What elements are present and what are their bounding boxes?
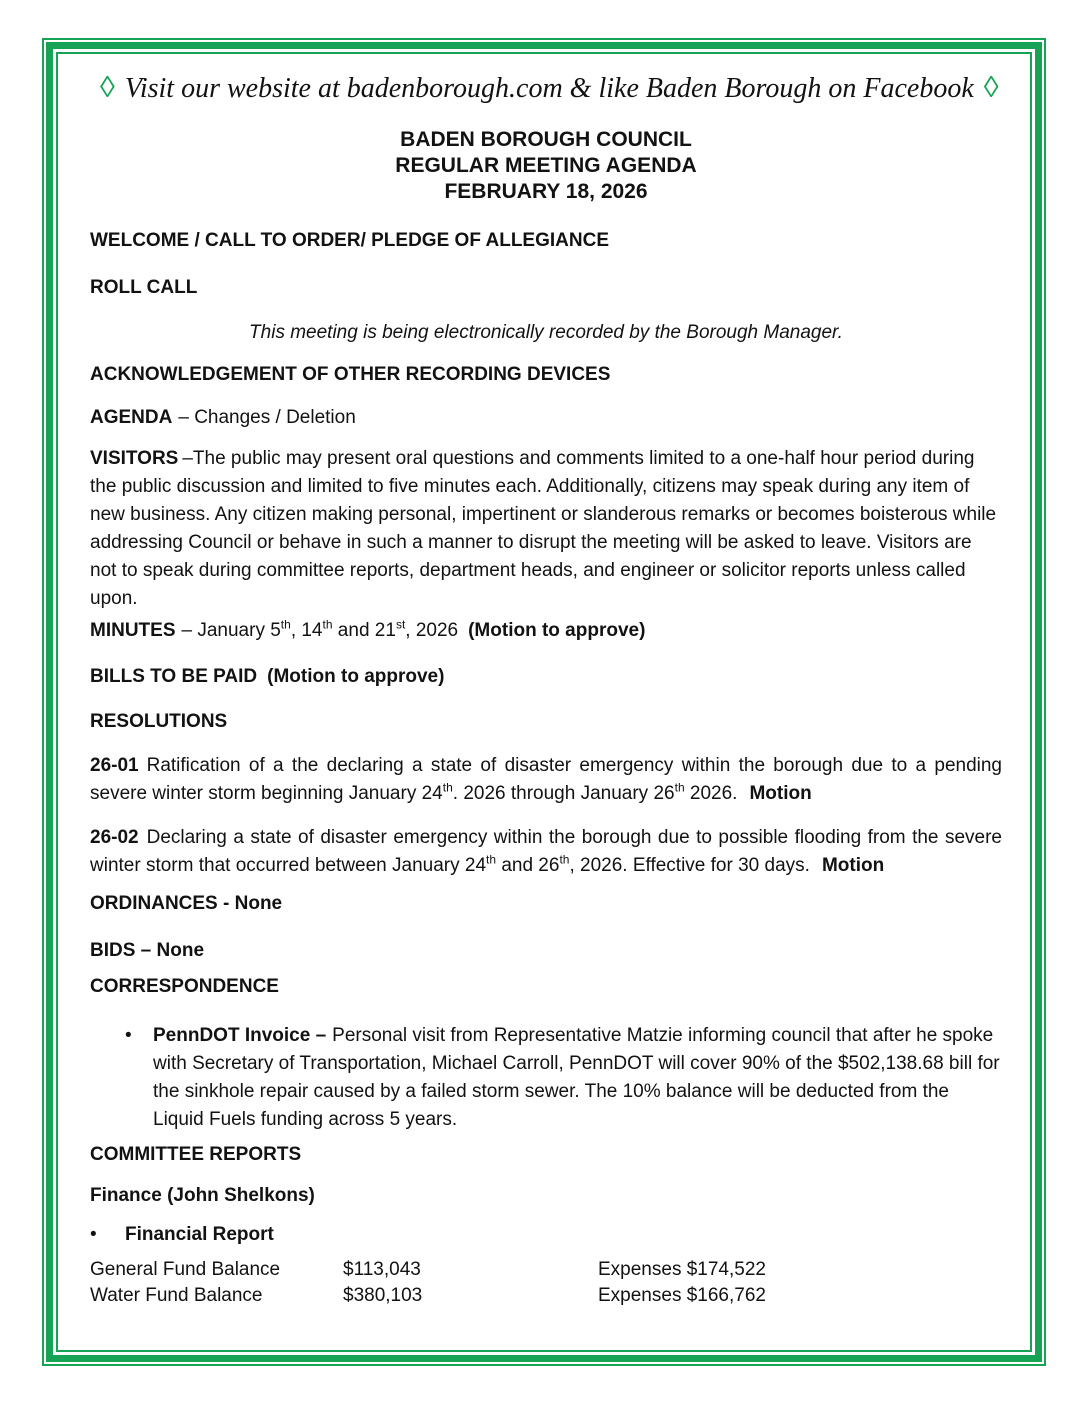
ordinal-superscript: th: [674, 780, 685, 795]
fund-balance: $113,043: [343, 1259, 421, 1280]
resolution-text: . 2026 through January 26: [452, 783, 675, 804]
diamond-icon: ◊: [983, 71, 999, 104]
meeting-type-title: REGULAR MEETING AGENDA: [395, 154, 697, 177]
council-title: BADEN BOROUGH COUNCIL: [400, 128, 692, 151]
website-banner: [90, 70, 1002, 107]
bullet-icon: •: [125, 1025, 132, 1046]
fund-balance: $380,103: [343, 1285, 423, 1306]
resolution-text: Declaring a state of disaster emergency within the borough due to possible flooding from the severe winter storm that occurred between January 24: [90, 827, 1002, 876]
ordinal-superscript: st: [395, 617, 406, 632]
correspondence-heading: CORRESPONDENCE: [90, 976, 279, 997]
acknowledgement-heading: ACKNOWLEDGEMENT OF OTHER RECORDING DEVICES: [90, 364, 611, 385]
ordinances-heading: ORDINANCES - None: [90, 893, 283, 914]
meeting-date-title: FEBRUARY 18, 2026: [444, 180, 648, 203]
page-border-outer: [42, 38, 1046, 1366]
ordinal-superscript: th: [280, 617, 291, 632]
penndot-paragraph: [153, 1022, 1002, 1134]
resolution-number: 26-01: [90, 755, 139, 776]
committee-reports-heading: COMMITTEE REPORTS: [90, 1144, 302, 1165]
resolutions-heading: RESOLUTIONS: [90, 711, 228, 732]
resolution-motion: Motion: [821, 855, 885, 876]
ordinal-superscript: th: [322, 617, 333, 632]
agenda-label: AGENDA: [90, 407, 173, 428]
page-border-inner: [56, 52, 1032, 1352]
resolution-number: 26-02: [90, 827, 139, 848]
minutes-text: , 2026: [405, 620, 459, 641]
resolution-motion: Motion: [749, 783, 812, 804]
bullet-icon: •: [90, 1224, 97, 1245]
roll-call-heading: ROLL CALL: [90, 277, 198, 298]
agenda-item: [90, 404, 1002, 431]
welcome-heading: WELCOME / CALL TO ORDER/ PLEDGE OF ALLEGIANCE: [90, 230, 609, 251]
agenda-text: – Changes / Deletion: [178, 407, 356, 428]
penndot-bullet-item: [125, 1022, 1002, 1134]
financial-report-bullet-item: [90, 1221, 1002, 1249]
finance-heading: Finance (John Shelkons): [90, 1185, 315, 1206]
recording-notice: This meeting is being electronically recorded by the Borough Manager.: [249, 322, 843, 343]
minutes-text: and 21: [332, 620, 396, 641]
visitors-label: VISITORS: [90, 448, 179, 469]
minutes-label: MINUTES: [90, 620, 176, 641]
financial-report-label: Financial Report: [125, 1224, 274, 1245]
title-block: [90, 127, 1002, 205]
fund-name: General Fund Balance: [90, 1259, 281, 1280]
minutes-motion: (Motion to approve): [468, 620, 646, 641]
banner-text: Visit our website at badenborough.com & like Baden Borough on Facebook: [124, 73, 974, 104]
resolution-text: , 2026. Effective for 30 days.: [569, 855, 810, 876]
visitors-text: –The public may present oral questions and comments limited to a one-half hour period during the public discussion and limited to five minutes each. Additionally, citizens may speak during any item of new business. Any citizen making personal, impertinent or slanderous remarks or becomes boisterous while addressing Council or behave in such a manner to disrupt the meeting will be asked to leave. Visitors are not to speak during committee reports, department heads, and engineer or solicitor reports unless called upon.: [90, 448, 997, 609]
ordinal-superscript: th: [486, 852, 497, 867]
fund-expenses: Expenses $174,522: [598, 1259, 766, 1280]
bills-item: [90, 663, 1002, 690]
resolution-text: and 26: [496, 855, 560, 876]
fund-name: Water Fund Balance: [90, 1285, 263, 1306]
bids-heading: BIDS – None: [90, 940, 205, 961]
resolution-text: 2026.: [684, 783, 738, 804]
resolution-text: Ratification of a the declaring a state of disaster emergency within the borough due to a pending severe winter storm beginning January 24: [90, 755, 1002, 804]
financial-table: [90, 1257, 1002, 1309]
resolution-26-01: [90, 752, 1002, 808]
bills-label: BILLS TO BE PAID: [90, 666, 258, 687]
document-content: [58, 54, 1030, 1309]
resolution-26-02: [90, 824, 1002, 880]
minutes-text: – January 5: [181, 620, 281, 641]
table-row: [90, 1257, 1002, 1283]
ordinal-superscript: th: [442, 780, 453, 795]
visitors-paragraph: [90, 445, 1002, 613]
minutes-item: [90, 617, 1002, 644]
minutes-text: , 14: [290, 620, 323, 641]
table-row: [90, 1283, 1002, 1309]
fund-expenses: Expenses $166,762: [598, 1285, 766, 1306]
bills-motion: (Motion to approve): [267, 666, 445, 687]
page-border-thick: [46, 42, 1042, 1362]
ordinal-superscript: th: [559, 852, 570, 867]
penndot-text: Personal visit from Representative Matzie informing council that after he spoke with Secretary of Transportation, Michael Carroll, PennDOT will cover 90% of the $502,138.68 bill for the sinkhole repair caused by a failed storm sewer. The 10% balance will be deducted from the Liquid Fuels funding across 5 years.: [153, 1025, 1000, 1130]
penndot-label: PennDOT Invoice –: [153, 1025, 327, 1046]
diamond-icon: ◊: [100, 71, 115, 104]
